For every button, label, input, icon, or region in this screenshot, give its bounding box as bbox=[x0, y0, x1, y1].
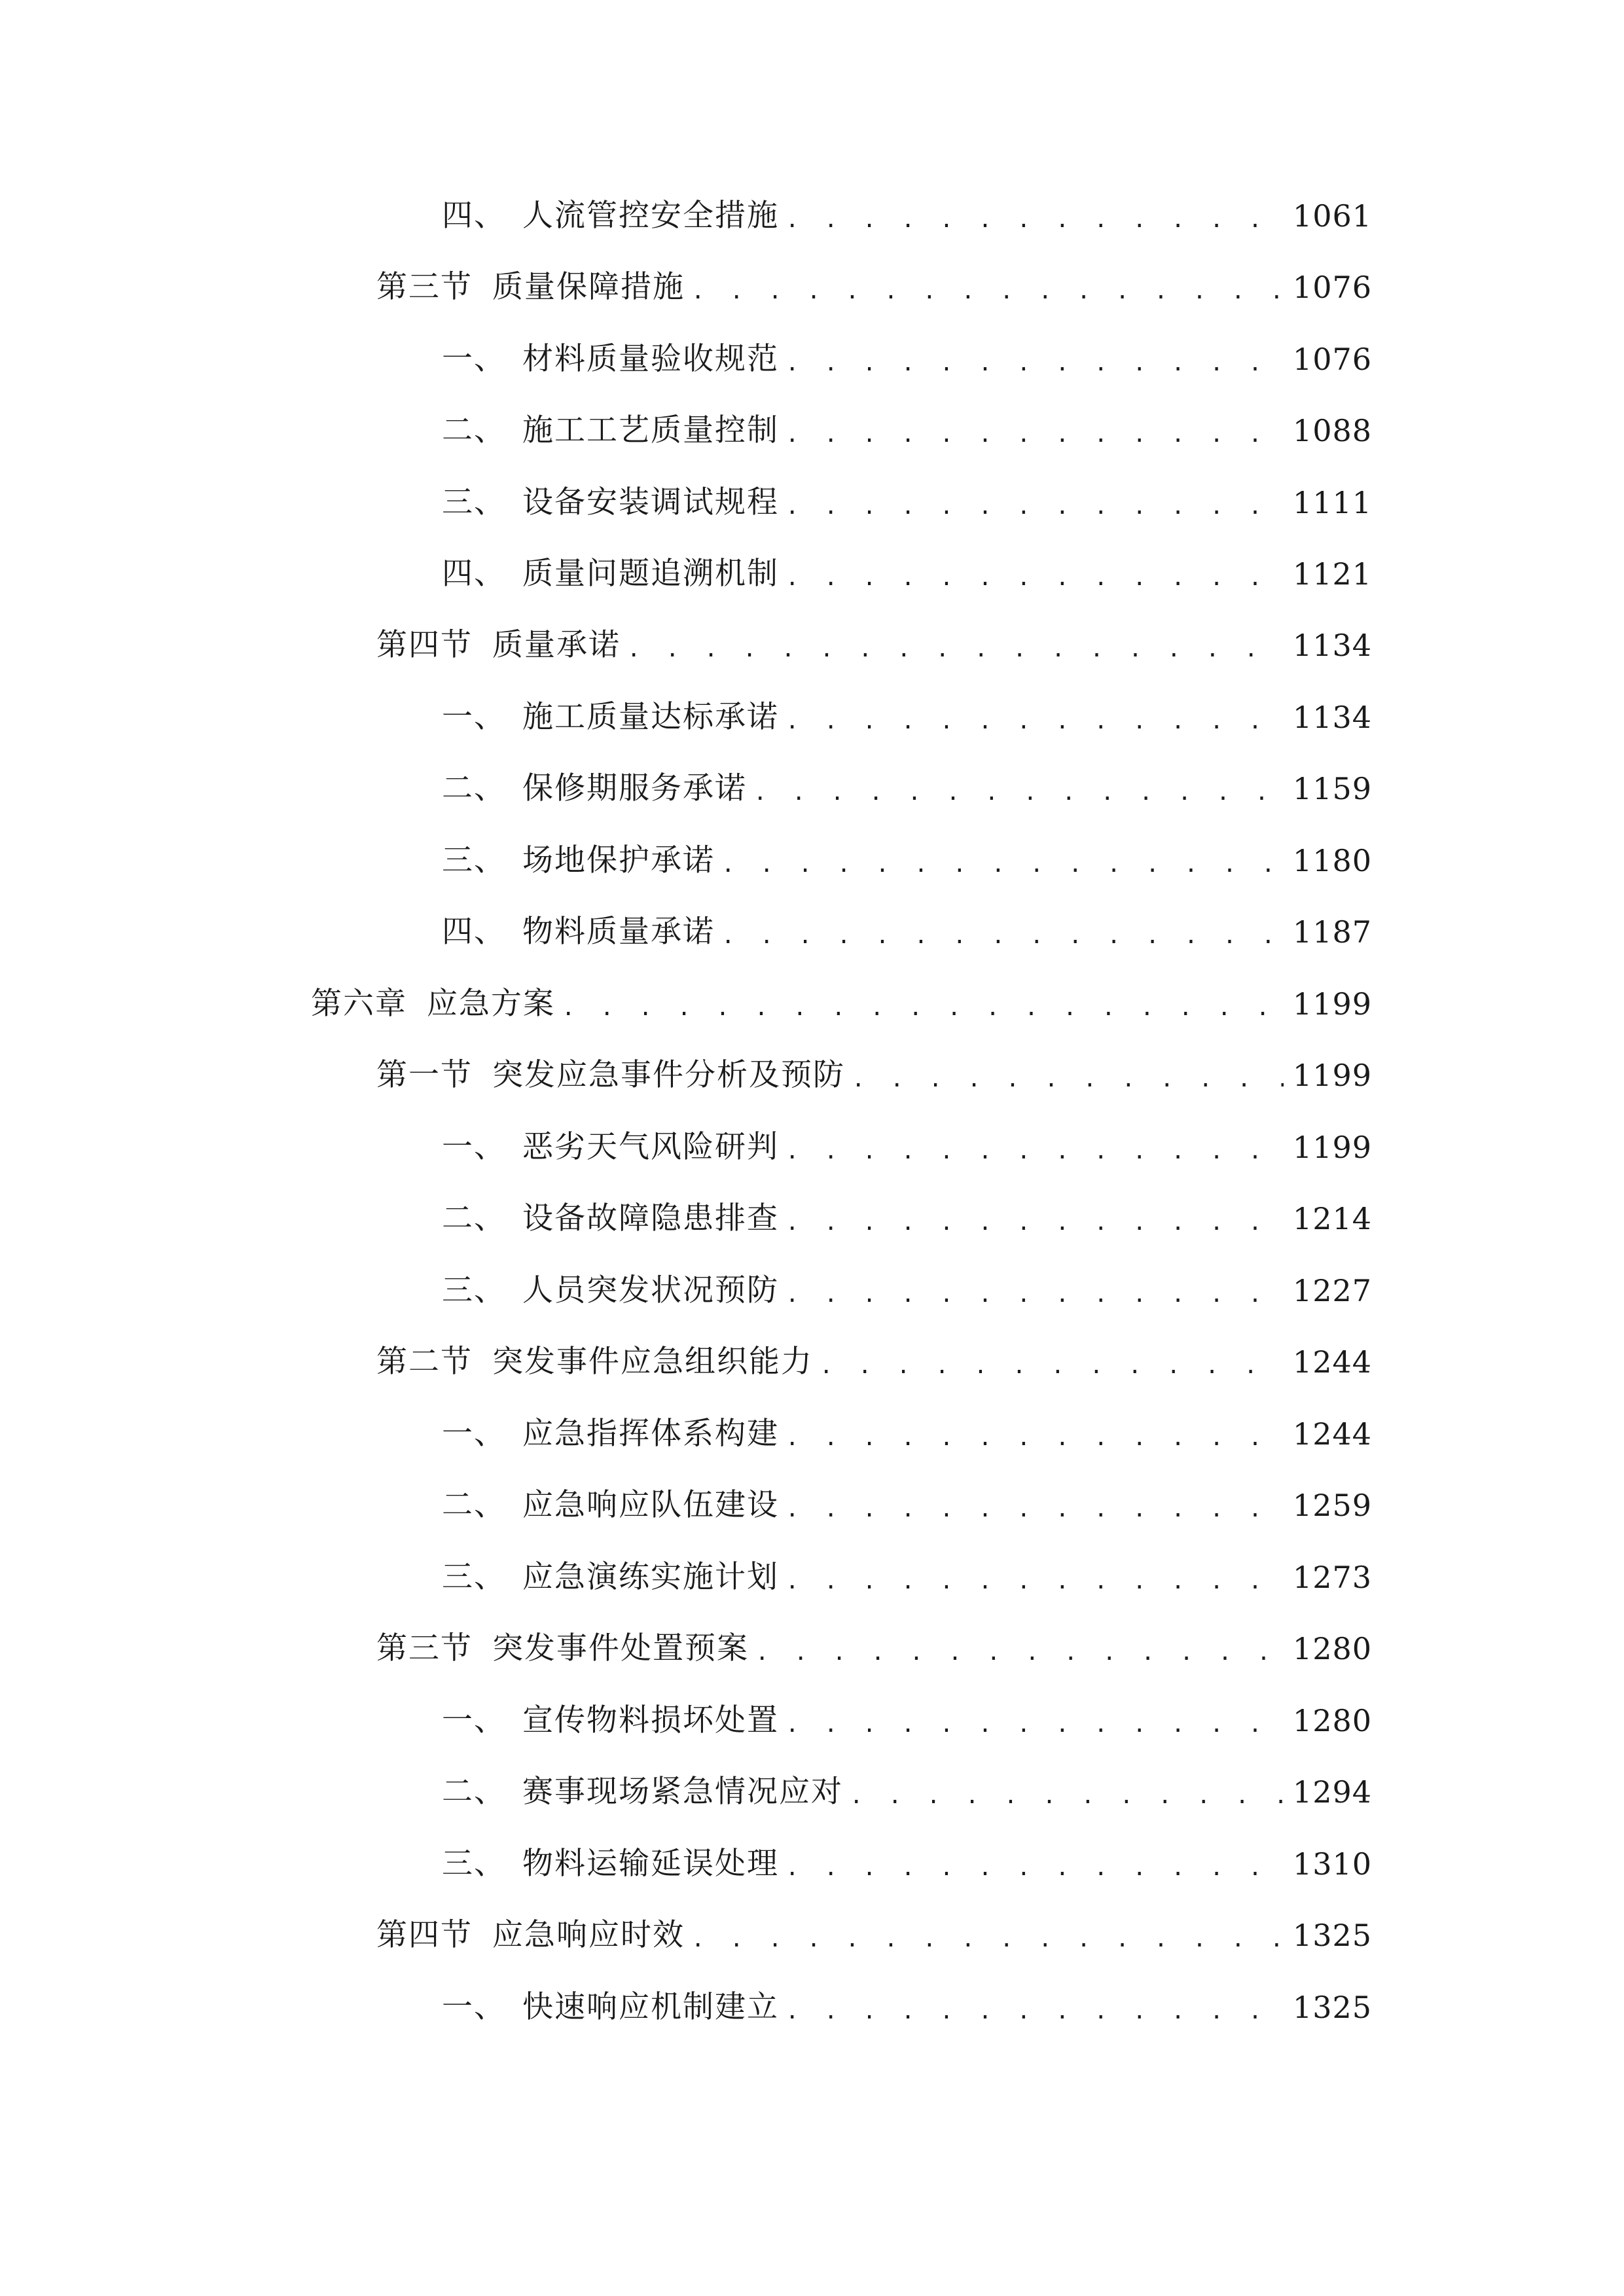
toc-entry-number: 第四节 bbox=[376, 1917, 473, 1953]
toc-entry-page-number: 1199 bbox=[1292, 1130, 1372, 1165]
toc-entry-title: 物料质量承诺 bbox=[522, 914, 715, 950]
toc-entry-title: 突发应急事件分析及预防 bbox=[492, 1057, 845, 1093]
toc-entry[interactable] bbox=[442, 190, 1372, 242]
toc-entry-title: 恶劣天气风险研判 bbox=[522, 1129, 779, 1165]
toc-entry[interactable] bbox=[442, 1981, 1372, 2034]
toc-entry-title: 应急响应队伍建设 bbox=[522, 1487, 779, 1523]
toc-entry-number: 三、 bbox=[442, 842, 506, 878]
toc-entry-number: 第三节 bbox=[376, 1630, 473, 1666]
toc-entry-number: 四、 bbox=[442, 198, 506, 234]
toc-entry-page-number: 1280 bbox=[1292, 1703, 1372, 1738]
toc-entry-number: 二、 bbox=[442, 1774, 506, 1810]
toc-dot-leader bbox=[785, 408, 1284, 461]
toc-dot-leader bbox=[785, 194, 1284, 246]
toc-entry[interactable] bbox=[442, 476, 1372, 529]
toc-entry[interactable] bbox=[442, 1838, 1372, 1890]
toc-entry-number: 第二节 bbox=[376, 1344, 473, 1380]
toc-entry-page-number: 1187 bbox=[1292, 914, 1372, 950]
toc-entry-page-number: 1076 bbox=[1292, 342, 1372, 377]
toc-entry-number: 第一节 bbox=[376, 1057, 473, 1093]
toc-dot-leader bbox=[785, 1125, 1284, 1177]
toc-dot-leader bbox=[785, 1483, 1284, 1535]
toc-entry-number: 二、 bbox=[442, 1487, 506, 1523]
toc-entry-number: 二、 bbox=[442, 412, 506, 448]
toc-dot-leader bbox=[785, 1412, 1284, 1464]
toc-entry[interactable] bbox=[442, 1551, 1372, 1604]
toc-dot-leader bbox=[785, 1196, 1284, 1249]
toc-entry[interactable] bbox=[442, 1408, 1372, 1460]
toc-entry[interactable] bbox=[311, 978, 1372, 1030]
toc-entry[interactable] bbox=[376, 1336, 1372, 1388]
toc-entry-title: 赛事现场紧急情况应对 bbox=[522, 1774, 843, 1810]
toc-entry-page-number: 1244 bbox=[1292, 1344, 1372, 1380]
toc-entry-page-number: 1227 bbox=[1292, 1273, 1372, 1308]
toc-entry-page-number: 1273 bbox=[1292, 1560, 1372, 1595]
toc-entry-number: 三、 bbox=[442, 484, 506, 520]
toc-entry-number: 二、 bbox=[442, 1200, 506, 1236]
toc-entry-number: 一、 bbox=[442, 1416, 506, 1452]
toc-dot-leader bbox=[785, 695, 1284, 747]
toc-entry-page-number: 1310 bbox=[1292, 1846, 1372, 1882]
toc-entry-page-number: 1076 bbox=[1292, 270, 1372, 305]
toc-entry[interactable] bbox=[442, 834, 1372, 887]
toc-entry-title: 质量承诺 bbox=[492, 627, 621, 663]
toc-entry[interactable] bbox=[442, 762, 1372, 815]
toc-entry-title: 突发事件处置预案 bbox=[492, 1630, 749, 1666]
toc-entry[interactable] bbox=[442, 1695, 1372, 1747]
toc-entry-title: 场地保护承诺 bbox=[522, 842, 715, 878]
toc-dot-leader bbox=[562, 982, 1284, 1034]
toc-entry-title: 设备安装调试规程 bbox=[522, 484, 779, 520]
toc-entry-number: 一、 bbox=[442, 341, 506, 377]
toc-dot-leader bbox=[691, 1913, 1284, 1965]
toc-entry[interactable] bbox=[376, 619, 1372, 672]
toc-entry-number: 第三节 bbox=[376, 269, 473, 305]
toc-dot-leader bbox=[850, 1770, 1284, 1822]
toc-entry-title: 应急指挥体系构建 bbox=[522, 1416, 779, 1452]
toc-entry-page-number: 1259 bbox=[1292, 1488, 1372, 1523]
toc-entry-title: 突发事件应急组织能力 bbox=[492, 1344, 813, 1380]
toc-entry-page-number: 1134 bbox=[1292, 628, 1372, 663]
toc-entry[interactable] bbox=[376, 1909, 1372, 1962]
toc-entry-page-number: 1199 bbox=[1292, 1058, 1372, 1093]
toc-entry-number: 一、 bbox=[442, 1702, 506, 1738]
toc-entry[interactable] bbox=[442, 1265, 1372, 1317]
toc-entry-page-number: 1294 bbox=[1292, 1774, 1372, 1810]
toc-entry[interactable] bbox=[442, 548, 1372, 600]
toc-entry-page-number: 1214 bbox=[1292, 1201, 1372, 1236]
toc-entry-title: 快速响应机制建立 bbox=[522, 1989, 779, 2025]
toc-dot-leader bbox=[785, 1842, 1284, 1894]
toc-entry-title: 设备故障隐患排查 bbox=[522, 1200, 779, 1236]
toc-entry[interactable] bbox=[442, 1193, 1372, 1245]
toc-entry-title: 应急演练实施计划 bbox=[522, 1559, 779, 1595]
toc-entry[interactable] bbox=[442, 1479, 1372, 1532]
toc-entry-page-number: 1159 bbox=[1292, 771, 1372, 806]
toc-entry-number: 三、 bbox=[442, 1272, 506, 1308]
toc-entry-number: 二、 bbox=[442, 770, 506, 806]
toc-dot-leader bbox=[785, 1985, 1284, 2037]
toc-dot-leader bbox=[785, 480, 1284, 533]
toc-entry-number: 一、 bbox=[442, 1989, 506, 2025]
toc-dot-leader bbox=[721, 838, 1284, 891]
toc-entry-page-number: 1088 bbox=[1292, 413, 1372, 448]
toc-entry-page-number: 1180 bbox=[1292, 843, 1372, 878]
toc-entry-number: 一、 bbox=[442, 699, 506, 735]
toc-entry-number: 三、 bbox=[442, 1559, 506, 1595]
toc-dot-leader bbox=[785, 337, 1284, 389]
toc-entry-title: 应急方案 bbox=[427, 986, 555, 1022]
toc-entry-number: 一、 bbox=[442, 1129, 506, 1165]
toc-dot-leader bbox=[852, 1053, 1284, 1105]
toc-entry-number: 第六章 bbox=[311, 986, 407, 1022]
toc-entry[interactable] bbox=[442, 404, 1372, 457]
toc-dot-leader bbox=[627, 623, 1284, 675]
toc-entry-title: 人流管控安全措施 bbox=[522, 198, 779, 234]
toc-entry-title: 人员突发状况预防 bbox=[522, 1272, 779, 1308]
toc-dot-leader bbox=[721, 910, 1284, 962]
toc-entry-page-number: 1121 bbox=[1292, 556, 1372, 592]
toc-entry[interactable] bbox=[442, 906, 1372, 958]
toc-entry-page-number: 1244 bbox=[1292, 1416, 1372, 1452]
toc-entry[interactable] bbox=[442, 1766, 1372, 1818]
toc-dot-leader bbox=[785, 1698, 1284, 1751]
toc-entry-page-number: 1134 bbox=[1292, 700, 1372, 735]
toc-entry-title: 物料运输延误处理 bbox=[522, 1846, 779, 1882]
toc-entry-title: 施工质量达标承诺 bbox=[522, 699, 779, 735]
toc-entry-page-number: 1280 bbox=[1292, 1631, 1372, 1666]
toc-dot-leader bbox=[753, 766, 1284, 819]
toc-entry-title: 施工工艺质量控制 bbox=[522, 412, 779, 448]
toc-entry-number: 四、 bbox=[442, 914, 506, 950]
toc-entry-number: 四、 bbox=[442, 556, 506, 592]
toc-entry-page-number: 1111 bbox=[1292, 485, 1372, 520]
toc-dot-leader bbox=[785, 1268, 1284, 1321]
toc-entry[interactable] bbox=[442, 333, 1372, 386]
toc-dot-leader bbox=[785, 552, 1284, 604]
toc-entry-title: 应急响应时效 bbox=[492, 1917, 685, 1953]
toc-entry-page-number: 1325 bbox=[1292, 1990, 1372, 2025]
toc-entry-page-number: 1061 bbox=[1292, 198, 1372, 234]
toc-entry-number: 三、 bbox=[442, 1846, 506, 1882]
toc-entry-title: 质量问题追溯机制 bbox=[522, 556, 779, 592]
toc-dot-leader bbox=[691, 265, 1284, 317]
toc-entry-page-number: 1199 bbox=[1292, 986, 1372, 1022]
toc-dot-leader bbox=[755, 1626, 1284, 1679]
toc-dot-leader bbox=[785, 1555, 1284, 1607]
toc-entry-title: 宣传物料损坏处置 bbox=[522, 1702, 779, 1738]
toc-entry-title: 保修期服务承诺 bbox=[522, 770, 747, 806]
toc-entry[interactable] bbox=[376, 261, 1372, 314]
toc-dot-leader bbox=[820, 1340, 1284, 1392]
toc-entry[interactable] bbox=[442, 1121, 1372, 1174]
toc-entry[interactable] bbox=[376, 1049, 1372, 1102]
toc-entry-title: 质量保障措施 bbox=[492, 269, 685, 305]
toc-entry-page-number: 1325 bbox=[1292, 1918, 1372, 1953]
toc-entry[interactable] bbox=[376, 1623, 1372, 1675]
toc-entry[interactable] bbox=[442, 691, 1372, 744]
toc-entry-title: 材料质量验收规范 bbox=[522, 341, 779, 377]
toc-entry-number: 第四节 bbox=[376, 627, 473, 663]
